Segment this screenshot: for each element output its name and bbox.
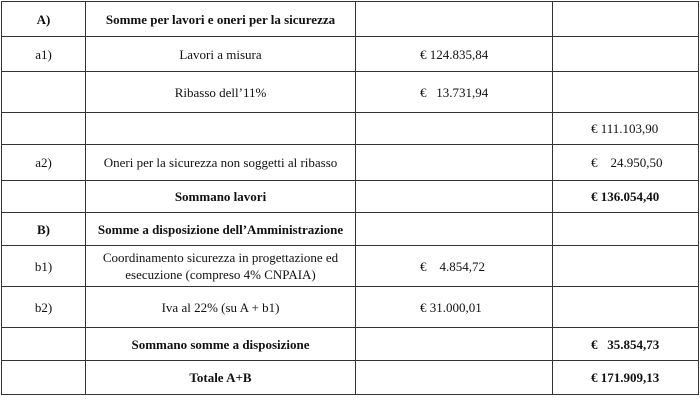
subtotal-value: € 35.854,73	[553, 328, 699, 361]
table-row	[2, 181, 699, 213]
amount-cell	[356, 181, 553, 213]
amount-cell: € 31.000,01	[356, 287, 553, 328]
item-description	[86, 113, 356, 145]
item-code	[2, 113, 86, 145]
amount-cell	[356, 113, 553, 145]
subtotal-value: € 136.054,40	[553, 181, 699, 213]
item-code: a2)	[2, 145, 86, 181]
item-description: Ribasso dell’11%	[86, 72, 356, 113]
table-row	[2, 361, 699, 395]
table-row	[2, 213, 699, 246]
section-title: Somme per lavori e oneri per la sicurezza	[86, 2, 356, 37]
table-row	[2, 328, 699, 361]
amount-cell	[356, 328, 553, 361]
table-row	[2, 113, 699, 145]
table-row	[2, 37, 699, 72]
amount-cell: € 13.731,94	[356, 72, 553, 113]
section-title: Somme a disposizione dell’Amministrazione	[86, 213, 356, 246]
subtotal-label: Sommano lavori	[86, 181, 356, 213]
section-code: A)	[2, 2, 86, 37]
subtotal-label: Sommano somme a disposizione	[86, 328, 356, 361]
item-description: Iva al 22% (su A + b1)	[86, 287, 356, 328]
total-cell	[553, 37, 699, 72]
amount-cell	[356, 361, 553, 395]
total-cell	[553, 72, 699, 113]
grand-total-value: € 171.909,13	[553, 361, 699, 395]
grand-total-label: Totale A+B	[86, 361, 356, 395]
amount-cell	[356, 213, 553, 246]
total-cell: € 111.103,90	[553, 113, 699, 145]
amount-cell: € 124.835,84	[356, 37, 553, 72]
item-description: Oneri per la sicurezza non soggetti al ribasso	[86, 145, 356, 181]
item-description: Lavori a misura	[86, 37, 356, 72]
table-row	[2, 287, 699, 328]
table-row	[2, 145, 699, 181]
item-code: b1)	[2, 246, 86, 287]
item-code: a1)	[2, 37, 86, 72]
cost-summary-table	[1, 1, 699, 395]
amount-cell: € 4.854,72	[356, 246, 553, 287]
table-row	[2, 246, 699, 287]
total-cell	[553, 287, 699, 328]
total-cell	[553, 213, 699, 246]
total-cell: € 24.950,50	[553, 145, 699, 181]
item-code	[2, 361, 86, 395]
item-code	[2, 328, 86, 361]
table-row	[2, 2, 699, 37]
section-code: B)	[2, 213, 86, 246]
item-code	[2, 181, 86, 213]
amount-cell	[356, 2, 553, 37]
table-row	[2, 72, 699, 113]
amount-cell	[356, 145, 553, 181]
item-description: Coordinamento sicurezza in progettazione ed esecuzione (compreso 4% CNPAIA)	[86, 246, 356, 287]
item-code	[2, 72, 86, 113]
total-cell	[553, 2, 699, 37]
total-cell	[553, 246, 699, 287]
item-code: b2)	[2, 287, 86, 328]
